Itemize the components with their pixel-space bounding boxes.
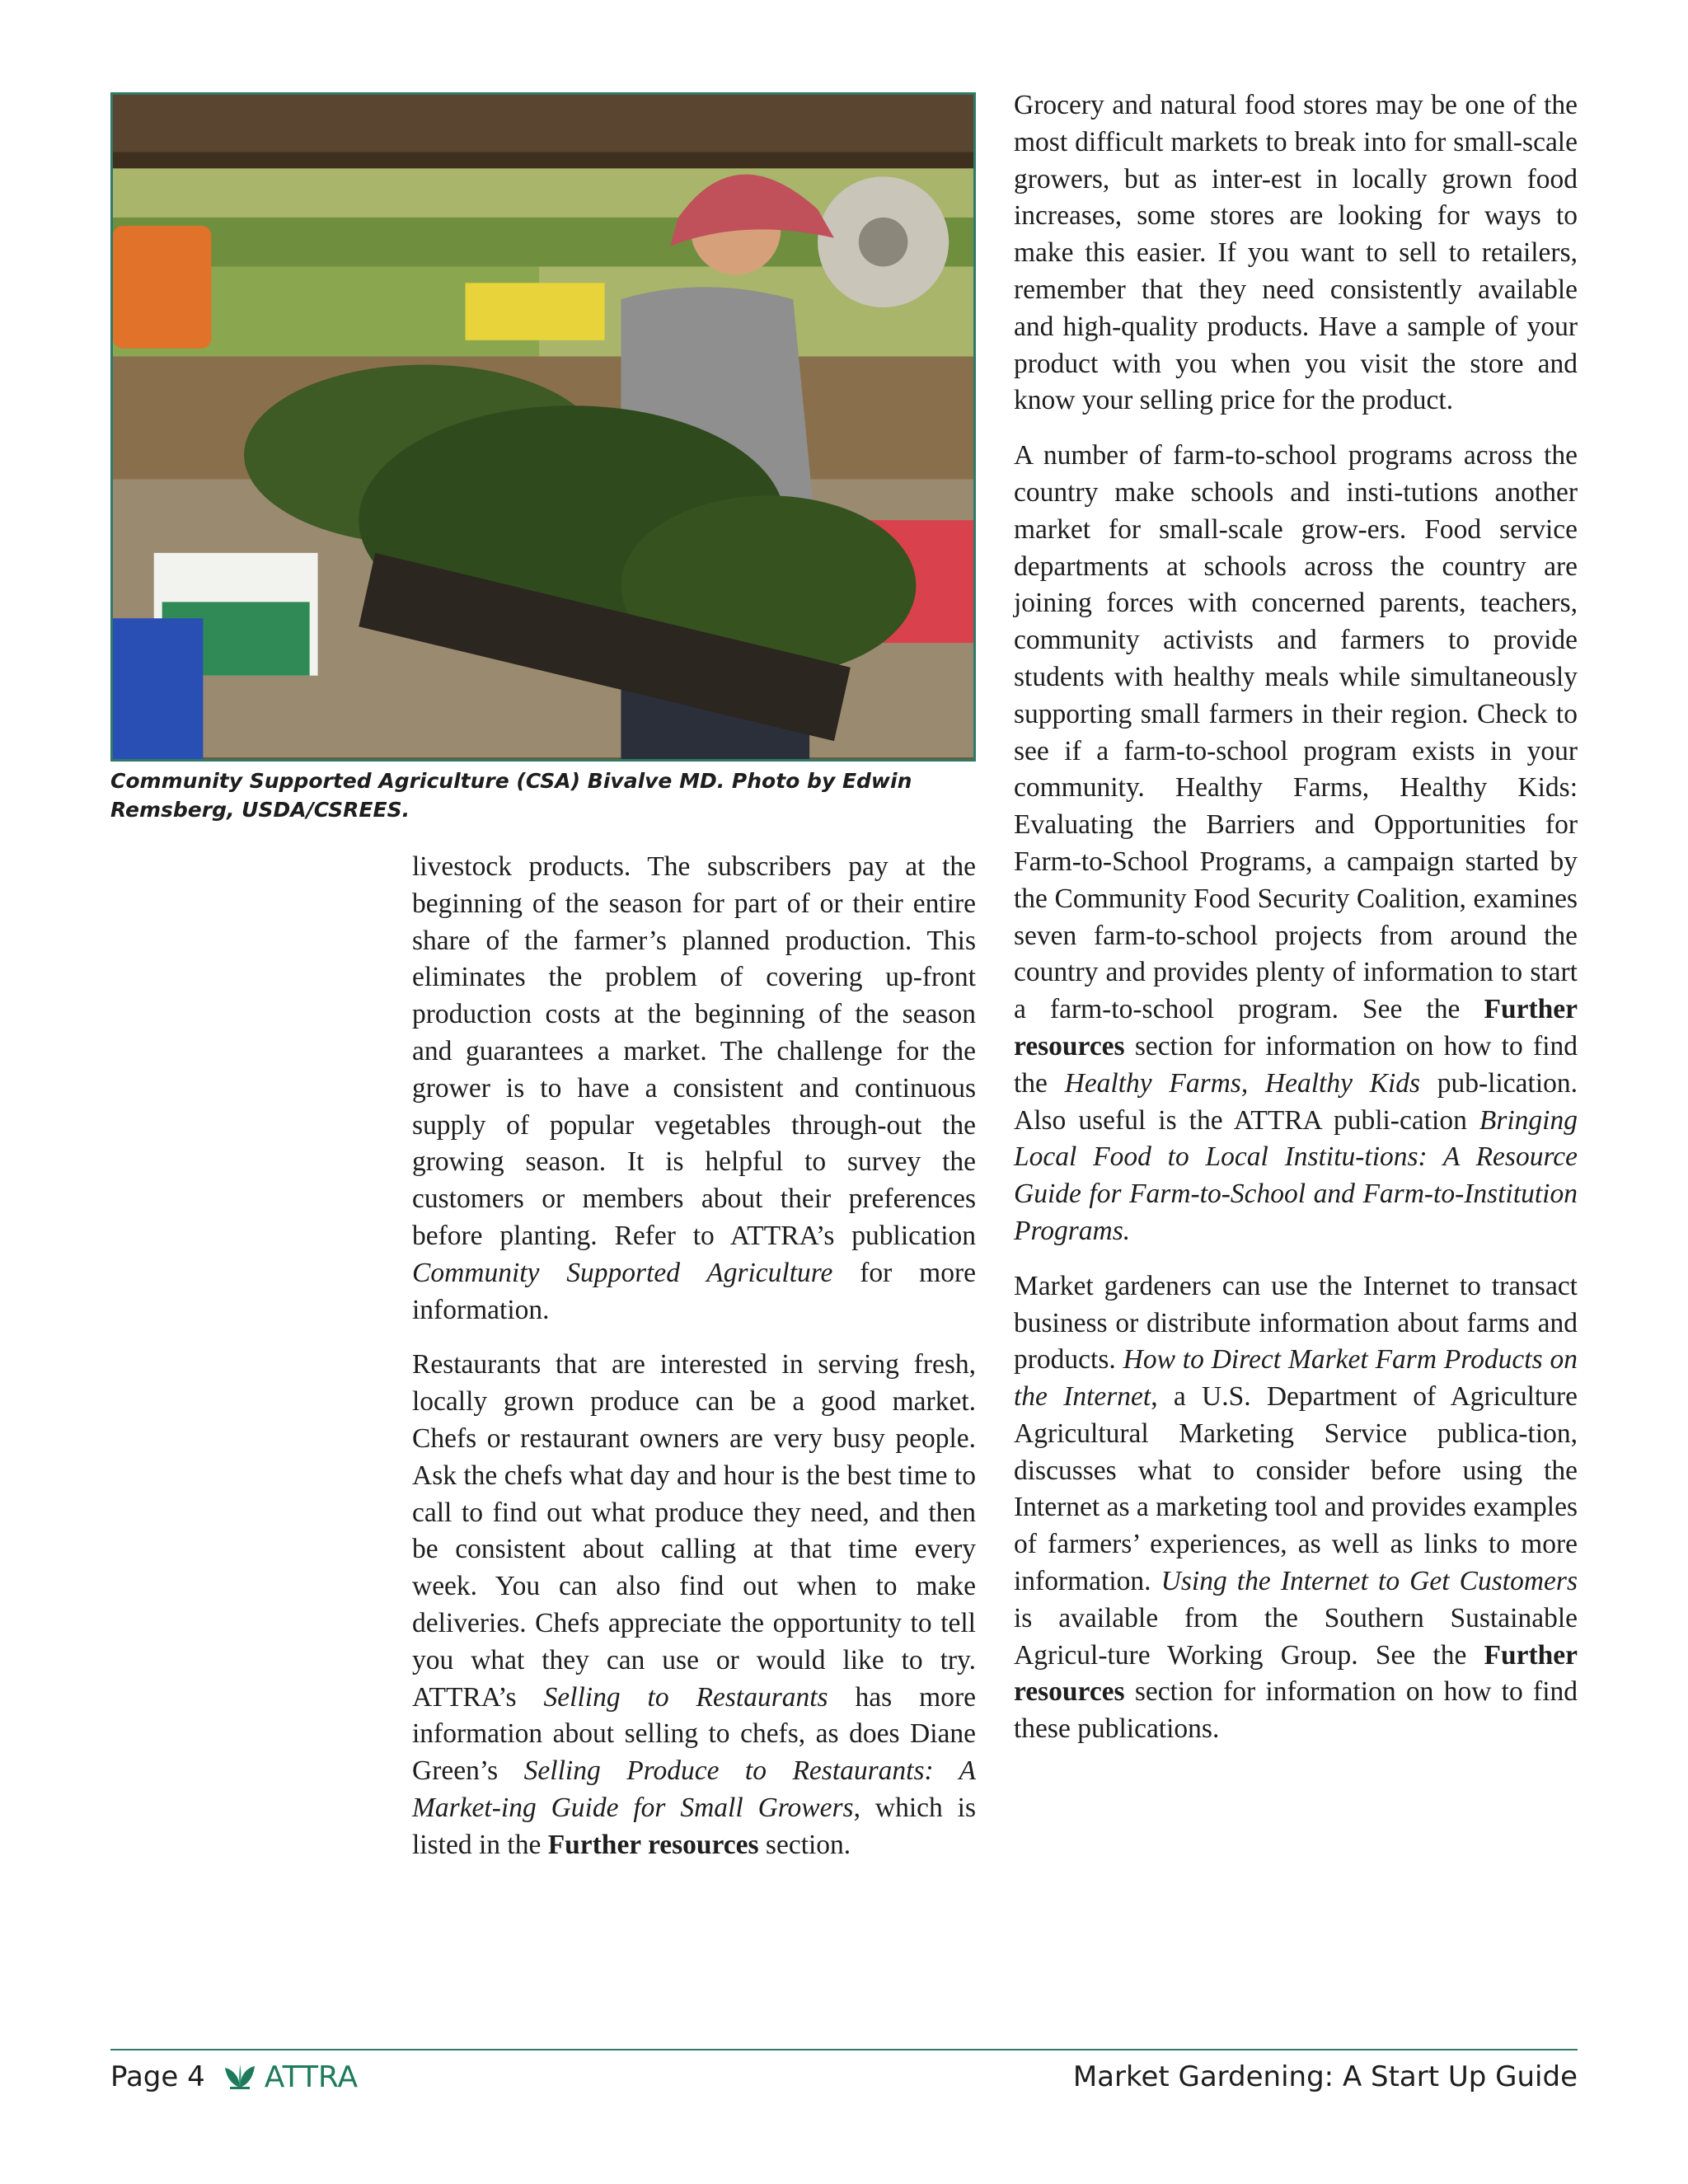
csa-photo-illustration: [113, 95, 973, 759]
text-run: Market gardeners can use the Internet to transact business or distribute information about farms and products.: [1014, 1270, 1578, 1376]
attra-logo: [222, 2060, 358, 2094]
publication-title: Using the Internet to Get Customers: [1160, 1566, 1578, 1597]
csa-photo: [110, 92, 976, 762]
footer-left: [110, 2057, 358, 2097]
text-run: , a U.S. Department of Agriculture Agricultural Marketing Service publica-tion, discusses what to consider before using the Internet as a marketing tool and provides examples of farmers’ experiences, as well as links to more information.: [1014, 1381, 1578, 1597]
middle-column: [412, 849, 976, 1882]
publication-title: Bringing Local Food to Local Institu-tions: A Resource Guide for Farm-to-School and Farm-to-Institution Programs.: [1014, 1104, 1578, 1246]
page-number: Page 4: [110, 2060, 205, 2093]
text-run: is available from the Southern Sustainable Agricul-ture Working Group. See the: [1014, 1602, 1578, 1671]
photo-caption: Community Supported Agriculture (CSA) Bivalve MD. Photo by Edwin Remsberg, USDA/CSREES.: [110, 769, 912, 822]
publication-title: How to Direct Market Farm Products on the Internet: [1014, 1344, 1578, 1413]
publication-title: Community Supported Agriculture: [412, 1257, 833, 1288]
further-resources-ref: Further resources: [547, 1829, 759, 1860]
text-run: has more information about selling to chefs, as does Diane Green’s: [412, 1681, 976, 1787]
publication-title: Selling to Restaurants: [543, 1681, 828, 1713]
publication-title: Selling Produce to Restaurants: A Market-ing Guide for Small Growers: [412, 1755, 976, 1823]
right-column: [1014, 87, 1578, 1766]
further-resources-ref: Further resources: [1014, 1639, 1578, 1708]
paragraph-farm-to-school: [1014, 438, 1578, 1250]
paragraph-internet: [1014, 1268, 1578, 1748]
text-run: section.: [758, 1829, 851, 1860]
further-resources-ref: Further resources: [1014, 994, 1578, 1062]
text-run: section for information on how to find the: [1014, 1030, 1578, 1099]
text-run: section for information on how to find these publications.: [1014, 1676, 1578, 1745]
paragraph-grocery: Grocery and natural food stores may be one of the most difficult markets to break into for small-scale growers, but as inter-est in locally grown food increases, some stores are looking for ways to make this easier. If you want to sell to retailers, remember that they need consistently available and high-quality products. Have a sample of your product with you when you visit the store and know your selling price for the product.: [1014, 90, 1578, 416]
leaf-icon: [222, 2063, 258, 2091]
text-run: pub-lication. Also useful is the ATTRA publi-cation: [1014, 1067, 1578, 1136]
text-run: , which is listed in the: [412, 1792, 976, 1860]
text-run: A number of farm-to-school programs across the country make schools and insti-tutions another market for small-scale grow-ers. Food service departments at schools across the country are joining forces with concerned parents, teachers, community activists and farmers to provide students with healthy meals while simultaneously supporting small farmers in their region. Check to see if a farm-to-school program exists in your community. Healthy Farms, Healthy Kids: Evaluating the Barriers and Opportunities for Farm-to-School Programs, a campaign started by the Community Food Security Coalition, examines seven farm-to-school projects from around the country and provides plenty of information to start a farm-to-school program. See the: [1014, 440, 1578, 1025]
paragraph-csa: [412, 849, 976, 1329]
text-run: livestock products. The subscribers pay at the beginning of the season for part of or their entire share of the farmer’s planned production. This eliminates the problem of covering up-front production costs at the beginning of the season and guarantees a market. The challenge for the grower is to have a consistent and continuous supply of popular vegetables through-out the growing season. It is helpful to survey the customers or members about their preferences before planting. Refer to ATTRA’s publication: [412, 851, 976, 1251]
paragraph-restaurants: [412, 1347, 976, 1863]
text-run: Restaurants that are interested in serving fresh, locally grown produce can be a good market. Chefs or restaurant owners are very busy people. Ask the chefs what day and hour is the best time to call to find out what produce they need, and then be consistent about calling at that time every week. You can also find out when to make deliveries. Chefs appreciate the opportunity to tell you what they can use or would like to try. ATTRA’s: [412, 1349, 976, 1713]
text-run: for more information.: [412, 1257, 976, 1325]
footer-divider: [110, 2049, 1578, 2050]
document-title: Market Gardening: A Start Up Guide: [1072, 2060, 1578, 2093]
publication-title: Healthy Farms, Healthy Kids: [1064, 1067, 1421, 1099]
logo-text: ATTRA: [264, 2060, 359, 2094]
